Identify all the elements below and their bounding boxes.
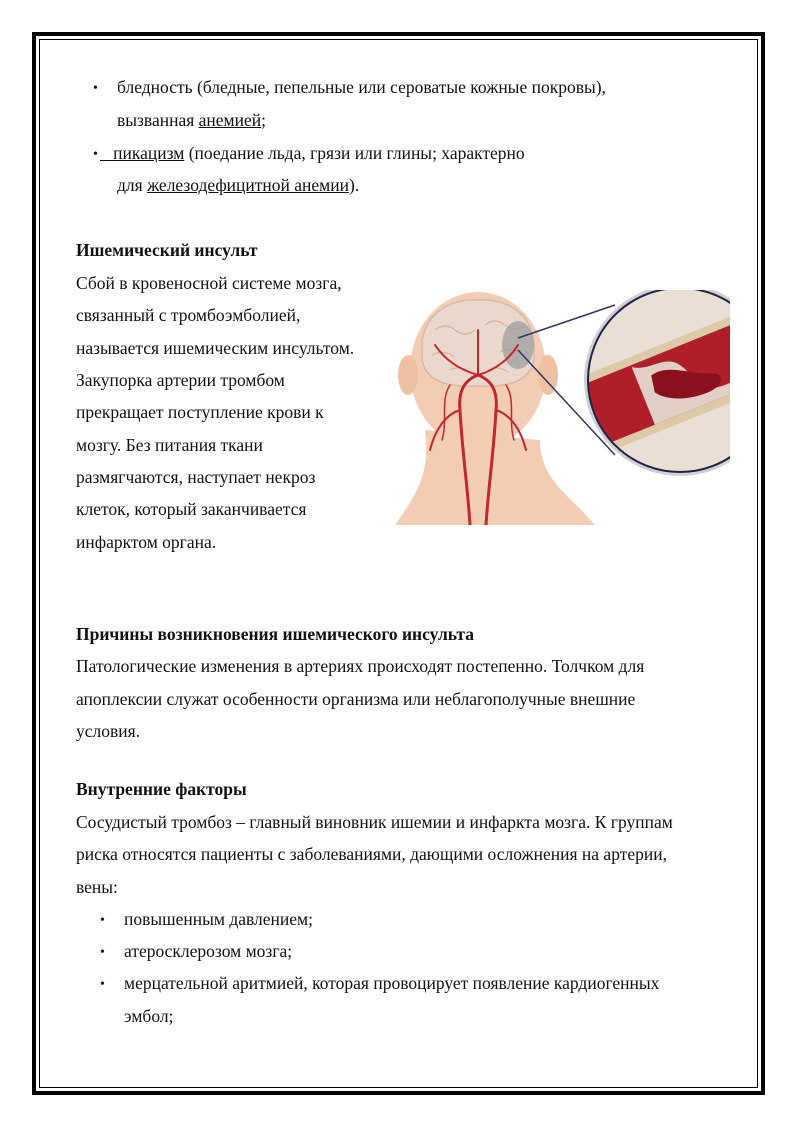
- bullet-marker: •: [100, 977, 105, 992]
- list-item-text: бледность (бледные, пепельные или сероватые кожные покровы),: [117, 77, 606, 97]
- list-item-text: вызванная анемией;: [117, 110, 267, 130]
- section-heading: Причины возникновения ишемического инсульта: [76, 624, 474, 644]
- bullet-marker: •: [93, 147, 98, 162]
- list-item-text: пикацизм (поедание льда, грязи или глины; характерно: [113, 143, 525, 163]
- section-heading: Внутренние факторы: [76, 779, 247, 799]
- paragraph-line: Сосудистый тромбоз – главный виновник ишемии и инфаркта мозга. К группам: [76, 812, 673, 832]
- paragraph-line: апоплексии служат особенности организма или неблагополучные внешние: [76, 689, 636, 709]
- paragraph-line: вены:: [76, 877, 118, 897]
- paragraph-line: связанный с тромбоэмболией,: [76, 305, 301, 325]
- paragraph-line: мозгу. Без питания ткани: [76, 435, 263, 455]
- paragraph-line: прекращает поступление крови к: [76, 402, 324, 422]
- ischemic-stroke-illustration: [390, 290, 730, 525]
- list-item-text: эмбол;: [124, 1006, 174, 1026]
- paragraph-line: Патологические изменения в артериях происходят постепенно. Толчком для: [76, 656, 645, 676]
- page-border-inner: [39, 39, 758, 1088]
- iron-deficiency-anemia-link[interactable]: железодефицитной анемии: [147, 175, 349, 195]
- bullet-marker: •: [93, 81, 98, 96]
- paragraph-line: называется ишемическим инсультом.: [76, 338, 355, 358]
- pica-link[interactable]: пикацизм: [113, 143, 185, 163]
- paragraph-line: условия.: [76, 721, 141, 741]
- paragraph-line: инфарктом органа.: [76, 532, 217, 552]
- bullet-marker: •: [100, 945, 105, 960]
- paragraph-line: размягчаются, наступает некроз: [76, 467, 316, 487]
- paragraph-line: Закупорка артерии тромбом: [76, 370, 285, 390]
- list-item-text: для железодефицитной анемии).: [117, 175, 360, 195]
- bullet-marker: •: [100, 913, 105, 928]
- left-ear: [398, 355, 418, 395]
- list-item-text: повышенным давлением;: [124, 909, 313, 929]
- paragraph-line: клеток, который заканчивается: [76, 499, 307, 519]
- list-item-text: мерцательной аритмией, которая провоцирует появление кардиогенных: [124, 973, 660, 993]
- paragraph-line: риска относятся пациенты с заболеваниями, дающими осложнения на артерии,: [76, 844, 667, 864]
- paragraph-line: Сбой в кровеносной системе мозга,: [76, 273, 342, 293]
- list-item-text: атеросклерозом мозга;: [124, 941, 293, 961]
- section-heading: Ишемический инсульт: [76, 240, 258, 260]
- anemia-link[interactable]: анемией: [198, 110, 262, 130]
